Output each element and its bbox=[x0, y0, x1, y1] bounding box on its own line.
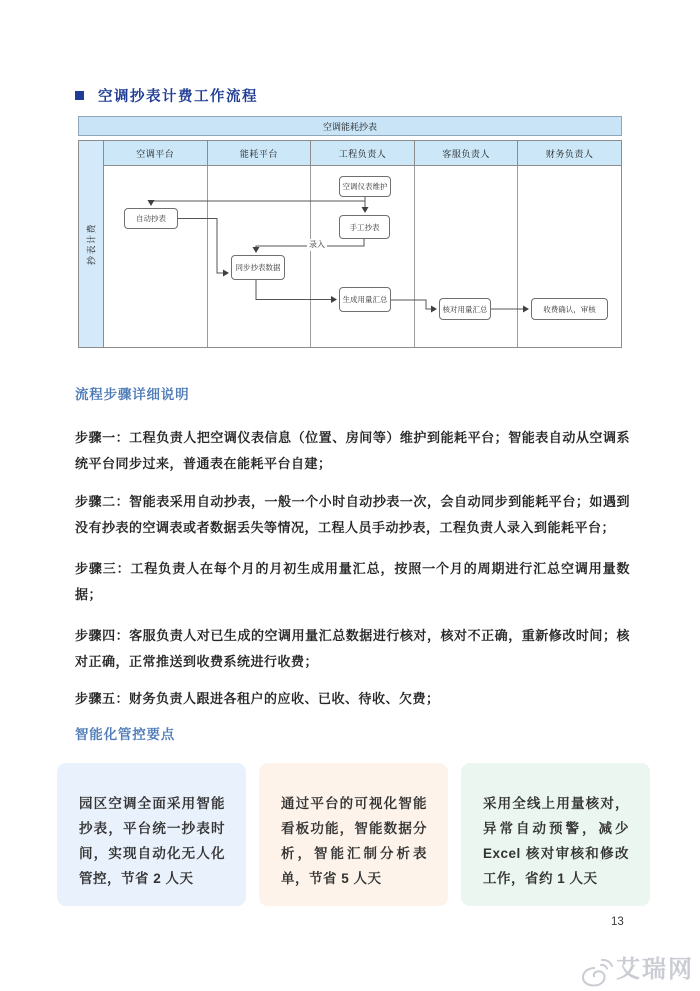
flow-node-sync-data: 同步抄表数据 bbox=[231, 255, 285, 280]
watermark bbox=[581, 953, 694, 987]
flowchart-pool-title: 空调能耗抄表 bbox=[78, 116, 622, 136]
page-title-text: 空调抄表计费工作流程 bbox=[98, 89, 258, 105]
step-2-paragraph: 步骤二：智能表采用自动抄表，一般一个小时自动抄表一次，会自动同步到能耗平台；如遇到没有抄表的空调表或者数据丢失等情况，工程人员手动抄表，工程负责人录入到能耗平台； bbox=[75, 494, 630, 535]
flow-node-generate-summary: 生成用量汇总 bbox=[339, 287, 391, 312]
flow-node-auto-reading: 自动抄表 bbox=[124, 208, 178, 229]
watermark-text: 艾瑞网 bbox=[616, 956, 694, 983]
step-1-paragraph: 步骤一：工程负责人把空调仪表信息（位置、房间等）维护到能耗平台；智能表自动从空调系统平台同步过来，普通表在能耗平台自建； bbox=[75, 430, 630, 471]
step-4-paragraph: 步骤四：客服负责人对已生成的空调用量汇总数据进行核对，核对不正确，重新修改时间；核对正确，正常推送到收费系统进行收费； bbox=[75, 628, 630, 669]
flow-node-manual-reading: 手工抄表 bbox=[339, 215, 390, 239]
flow-node-fee-confirm: 收费确认，审核 bbox=[531, 298, 608, 320]
flow-node-check-summary: 核对用量汇总 bbox=[439, 298, 491, 320]
steps-section-heading: 流程步骤详细说明 bbox=[75, 387, 190, 402]
lane-header-engineering: 工程负责人 bbox=[310, 141, 414, 165]
lane-header-finance: 财务负责人 bbox=[517, 141, 621, 165]
lane-header-customer-service: 客服负责人 bbox=[414, 141, 518, 165]
step-5-paragraph: 步骤五：财务负责人跟进各租户的应收、已收、待收、欠费； bbox=[75, 691, 440, 706]
flow-node-meter-maintain: 空调仪表维护 bbox=[339, 176, 391, 197]
flowchart-row-label-text: 抄表计费 bbox=[86, 222, 97, 266]
page-title bbox=[75, 85, 258, 106]
edge-label-entry: 录入 bbox=[309, 240, 325, 249]
highlights-section-heading: 智能化管控要点 bbox=[75, 727, 176, 742]
step-3-paragraph: 步骤三：工程负责人在每个月的月初生成用量汇总，按照一个月的周期进行汇总空调用量数据； bbox=[75, 561, 630, 602]
lane-header-energy-platform: 能耗平台 bbox=[207, 141, 311, 165]
flowchart-pool-body bbox=[78, 140, 622, 348]
page-number: 13 bbox=[611, 916, 624, 928]
highlight-card-smart-reading: 园区空调全面采用智能抄表，平台统一抄表时间，实现自动化无人化管控，节省 2 人天 bbox=[57, 763, 246, 906]
highlight-cards bbox=[57, 763, 650, 906]
iresearch-logo-icon bbox=[581, 959, 613, 987]
highlight-card-online-check: 采用全线上用量核对，异常自动预警，减少 Excel 核对审核和修改工作，省约 1 人天 bbox=[461, 763, 650, 906]
title-bullet-icon bbox=[75, 91, 84, 100]
lane-header-ac-platform: 空调平台 bbox=[104, 141, 207, 165]
flowchart bbox=[78, 116, 622, 348]
highlight-card-dashboard: 通过平台的可视化智能看板功能，智能数据分析，智能汇制分析表单，节省 5 人天 bbox=[259, 763, 448, 906]
